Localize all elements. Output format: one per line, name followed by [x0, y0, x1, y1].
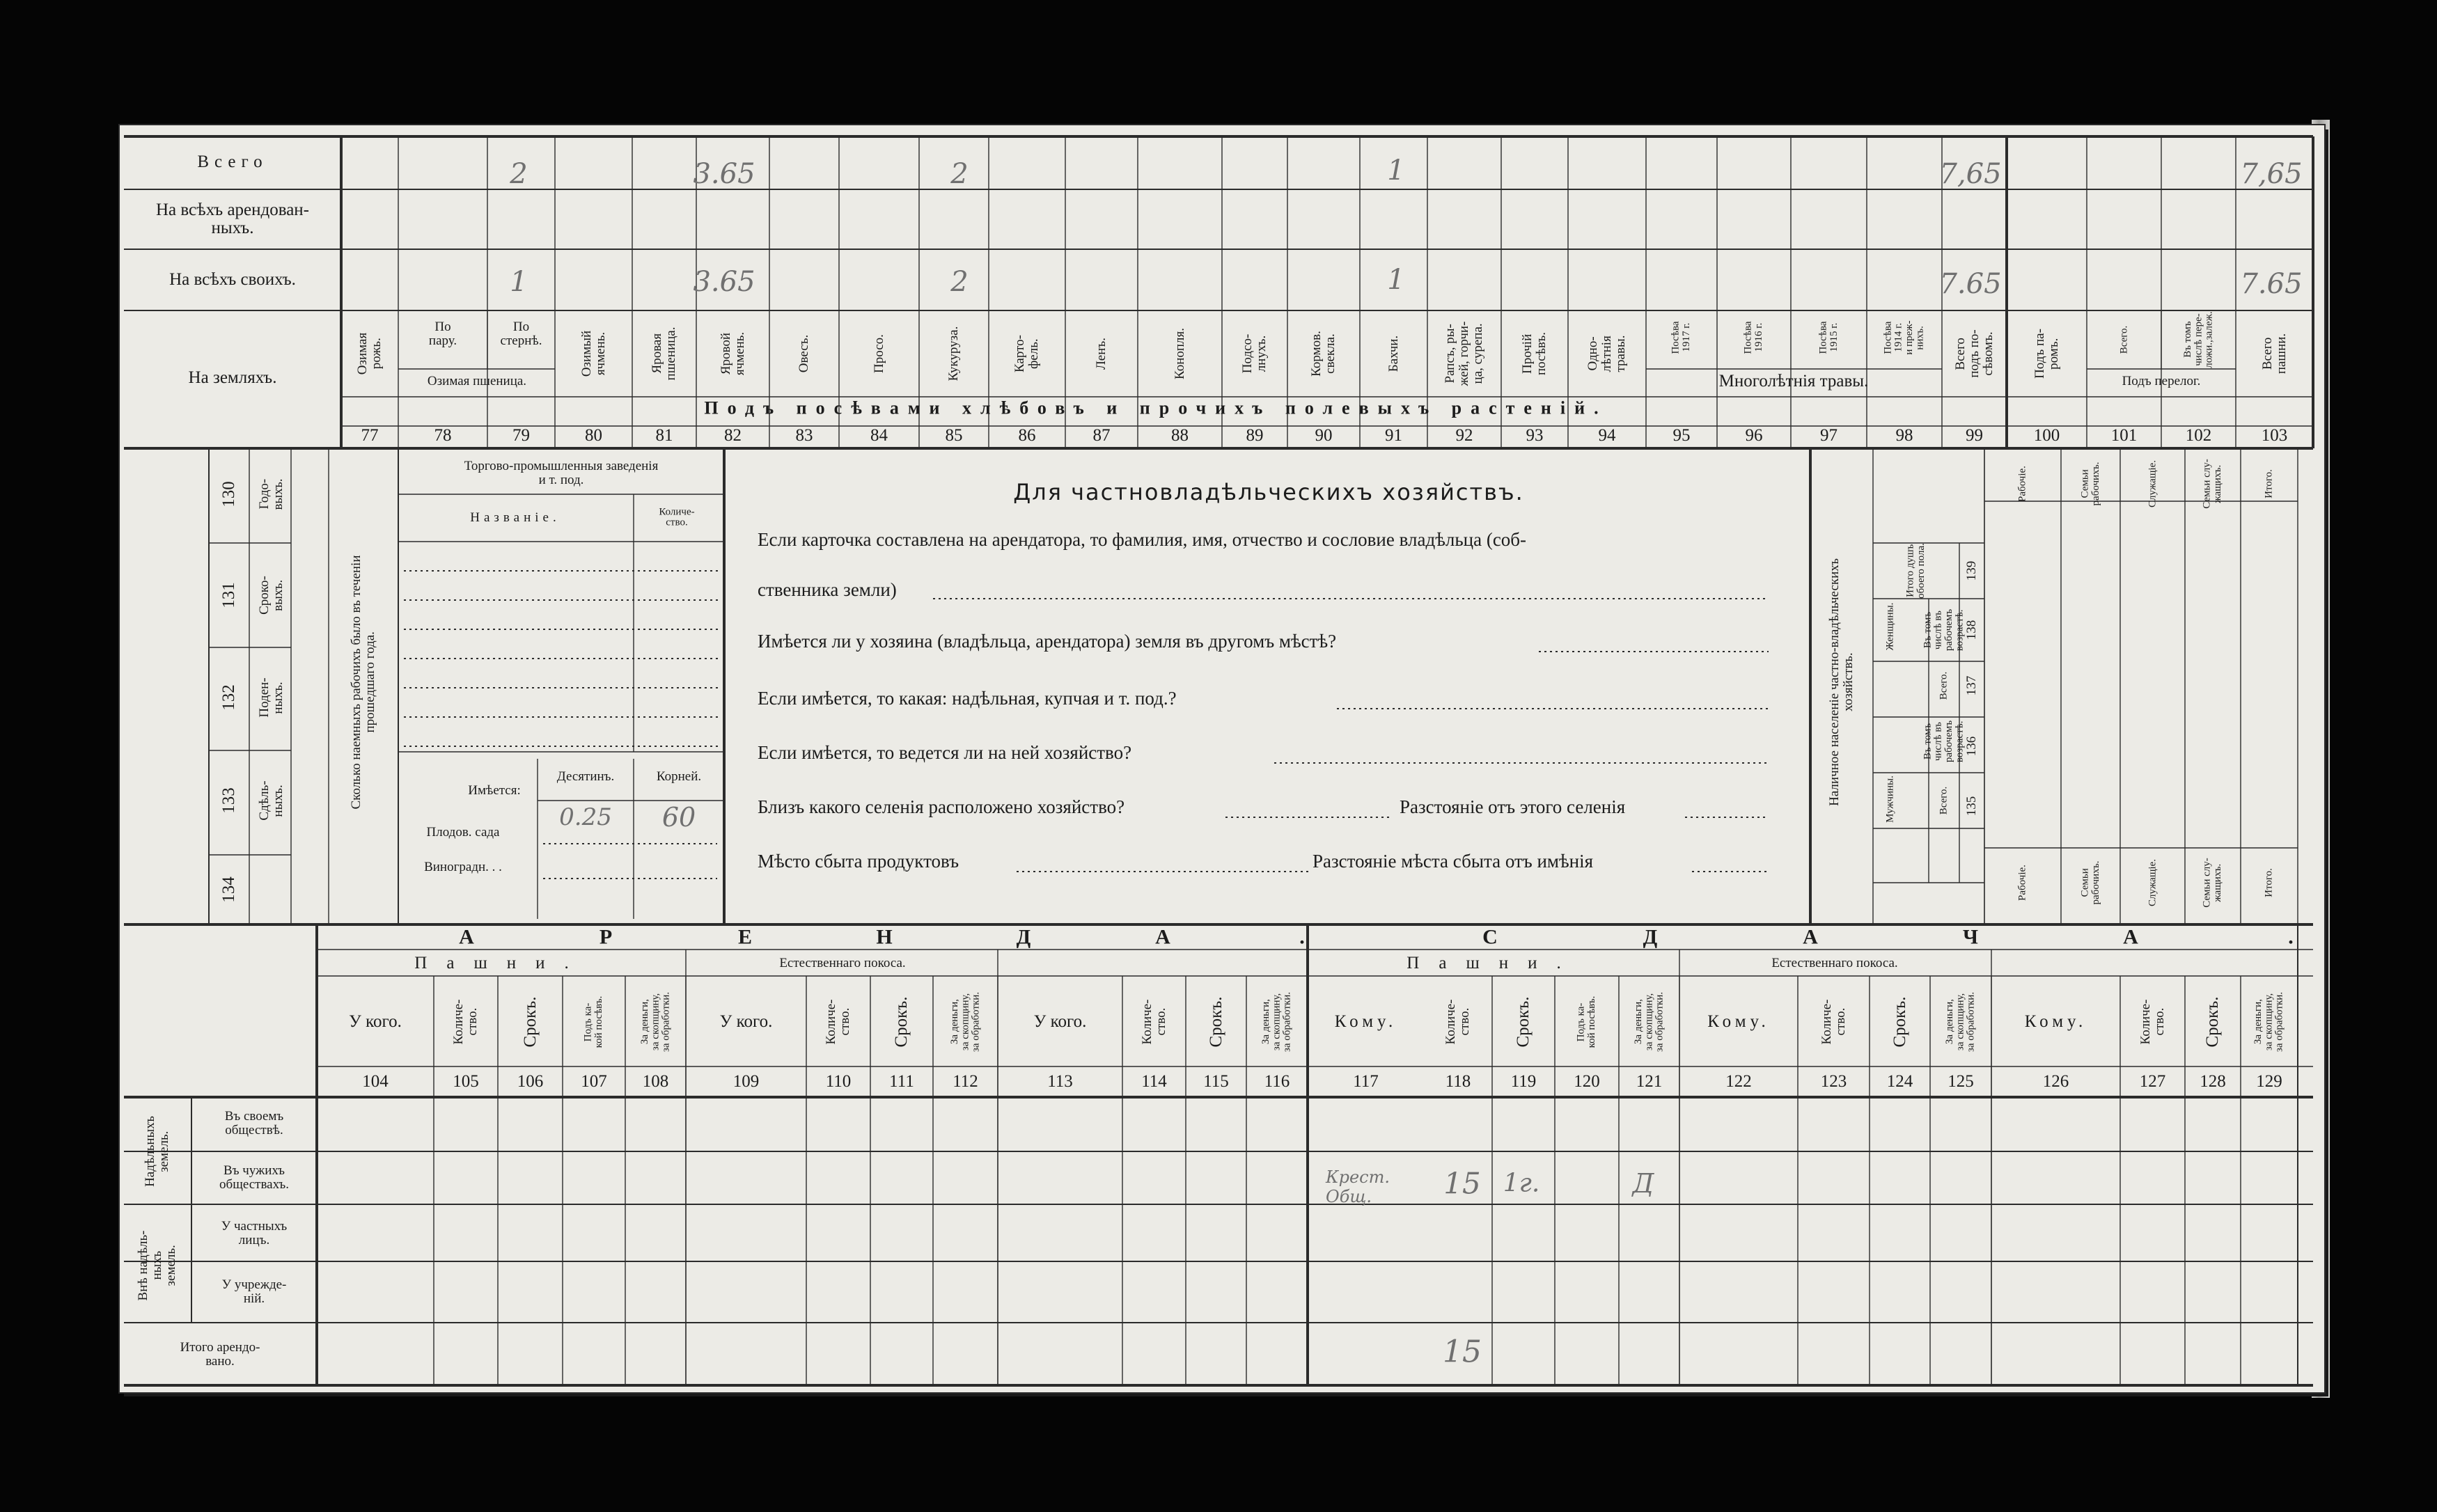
komu-header: Кому.: [1334, 1011, 1397, 1031]
kolichestvo-header: Количе- ство.: [1139, 999, 1168, 1045]
imeetsya-label: Имѣется:: [468, 783, 521, 798]
column-header: Посѣва 1917 г.: [1670, 321, 1692, 354]
population-column-header: Семьи слу- жащихъ.: [2201, 459, 2223, 509]
column-header: Подъ па- ромъ.: [2032, 329, 2061, 379]
hired-number: 134: [219, 876, 238, 903]
question-market-distance: Разстоянiе мѣста сбыта отъ имѣнiя: [1312, 851, 1594, 872]
column-number: 100: [2033, 425, 2060, 445]
hired-title: Сколько наемныхъ рабочихъ было въ теченiи прошедшаго года.: [349, 555, 377, 810]
men-total-label: Всего.: [1938, 786, 1950, 815]
arenda-letter: Р: [599, 925, 613, 949]
hw-sdacha-pay: Д: [1632, 1168, 1654, 1199]
population-number: 138: [1964, 620, 1980, 640]
bottom-column-number: 113: [1047, 1071, 1073, 1091]
column-header: Въ томъ числѣ пере- ложи.,залеж.: [2181, 311, 2215, 368]
bottom-column-number: 106: [517, 1071, 544, 1091]
population-column-header-bottom: Рабочiе.: [2016, 865, 2028, 901]
women-label: Женщины.: [1884, 602, 1896, 651]
arenda-letter: Н: [876, 925, 893, 949]
population-number: 136: [1964, 736, 1980, 757]
srok-header: Срокъ.: [1890, 996, 1909, 1048]
question-distance: Разстоянiе отъ этого селенiя: [1400, 796, 1626, 817]
srok-header: Срокъ.: [891, 996, 911, 1048]
pod-kakoy-header: Подъ ка- кой посѣвъ.: [1575, 995, 1597, 1048]
arenda-letter: .: [1299, 925, 1305, 949]
hired-number: 131: [219, 582, 238, 608]
hired-number: 133: [219, 787, 238, 814]
column-header: Озимый ячмень.: [579, 330, 608, 377]
column-number: 78: [434, 425, 452, 445]
hired-label: Сроко- выхъ.: [257, 576, 285, 615]
column-number: 103: [2261, 425, 2288, 445]
column-number: 87: [1092, 425, 1111, 445]
column-header: Просо.: [871, 334, 886, 373]
arenda-letter: Е: [737, 925, 753, 949]
za-dengi-header: За деньги, за скопщину, за обработки.: [638, 991, 672, 1053]
sdacha-pashni-label: Пашни.: [1406, 953, 1581, 972]
hw-svoikh-82: 3.65: [693, 266, 755, 298]
korney-label: Корней.: [656, 769, 702, 785]
bottom-column-number: 122: [1725, 1071, 1752, 1091]
women-total-label: Всего.: [1938, 671, 1950, 700]
column-number: 84: [870, 425, 888, 445]
column-number: 95: [1672, 425, 1691, 445]
hw-vsego-78: 2: [510, 158, 528, 190]
population-column-header-bottom: Семьи рабочихъ.: [2079, 860, 2101, 905]
za-dengi-header: За деньги, за скопщину, за обработки.: [1632, 991, 1666, 1053]
arenda-letter: А: [1155, 925, 1170, 949]
column-header: Посѣва 1916 г.: [1742, 321, 1764, 354]
column-header: Озимая рожь.: [355, 332, 384, 375]
hired-number: 130: [219, 481, 238, 507]
hw-plodov-korney: 60: [661, 802, 696, 833]
row-label-na-zemlyakh: На земляхъ.: [188, 368, 277, 387]
population-column-header-bottom: Семьи слу- жащихъ.: [2201, 858, 2223, 908]
arenda-letter: Д: [1016, 925, 1031, 949]
women-working-label: Въ томъ числѣ въ рабочемъ возрастѣ.: [1922, 608, 1966, 652]
bottom-column-number: 126: [2042, 1071, 2069, 1091]
bottom-column-number: 112: [953, 1071, 978, 1091]
question-land-type: Если имѣется, то какая: надѣльная, купчая и т. под.?: [758, 688, 1177, 709]
desyatin-label: Десятинъ.: [556, 769, 615, 785]
population-column-header: Семьи рабочихъ.: [2079, 462, 2101, 506]
za-dengi-header: За деньги, за скопщину, за обработки.: [2252, 991, 2285, 1053]
question-other-land: Имѣется ли у хозяина (владѣльца, арендатора) земля въ другомъ мѣстѣ?: [758, 631, 1337, 652]
column-number: 93: [1526, 425, 1544, 445]
sdacha-letter: .: [2288, 925, 2294, 949]
column-number: 77: [361, 425, 379, 445]
row-label-vsego: Всего: [197, 152, 268, 171]
za-dengi-header: За деньги, за скопщину, за обработки.: [1944, 991, 1977, 1053]
column-header: Карто- фель.: [1012, 335, 1041, 372]
column-number: 81: [655, 425, 673, 445]
komu-header: Кому.: [2024, 1011, 2087, 1031]
itogo-both-label: Итого душъ обоего пола.: [1904, 543, 1927, 599]
population-column-header: Итого.: [2263, 469, 2275, 498]
column-header: Кукуруза.: [946, 326, 962, 381]
hw-svoikh-99: 7.65: [1939, 268, 2002, 300]
sdacha-letter: А: [2123, 925, 2138, 949]
komu-header: Кому.: [1707, 1011, 1770, 1031]
bottom-column-number: 107: [581, 1071, 607, 1091]
column-number: 85: [945, 425, 963, 445]
bottom-column-number: 108: [642, 1071, 669, 1091]
column-header: Всего пашни.: [2259, 333, 2289, 375]
column-header: Всего подъ по- сѣвомъ.: [1952, 329, 1996, 378]
hired-label: Поден- ныхъ.: [257, 677, 285, 718]
hw-svoikh-79: 1: [510, 266, 528, 298]
perelog-subheader: Подъ перелог.: [2122, 374, 2201, 389]
hired-label: Сдѣль- ныхъ.: [257, 780, 285, 821]
hw-vsego-99: 7,65: [1939, 158, 2002, 190]
column-number: 86: [1018, 425, 1036, 445]
bottom-column-number: 121: [1636, 1071, 1663, 1091]
hw-svoikh-85: 2: [950, 266, 969, 298]
bottom-column-number: 120: [1574, 1071, 1600, 1091]
question-owner: Если карточка составлена на арендатора, то фамилия, имя, отчество и сословие владѣльца (соб-: [758, 529, 1527, 550]
column-header: Яровая пшеница.: [650, 326, 678, 381]
crop-banner: Подъ посѣвами хлѣбовъ и прочихъ полевыхъ растенiй.: [704, 397, 1608, 418]
column-number: 96: [1745, 425, 1763, 445]
pod-kakoy-header: Подъ ка- кой посѣвъ.: [582, 995, 604, 1048]
column-number: 83: [795, 425, 813, 445]
za-dengi-header: За деньги, за скопщину, за обработки.: [1260, 991, 1293, 1053]
hw-svoikh-103: 7.65: [2240, 268, 2303, 300]
hw-itogo: 15: [1443, 1334, 1482, 1370]
population-column-header: Служащiе.: [2146, 460, 2158, 507]
group-nadelnye: Надѣльныхъ земель.: [143, 1116, 171, 1187]
column-number: 101: [2110, 425, 2138, 445]
population-column-header-bottom: Итого.: [2263, 868, 2275, 897]
hw-vsego-103: 7,65: [2240, 158, 2303, 190]
u-kogo-header: У кого.: [1033, 1011, 1087, 1031]
srok-header: Срокъ.: [2202, 996, 2222, 1048]
kolichestvo-header: Количе- ство.: [1819, 999, 1848, 1045]
arenda-pashni-label: Пашни.: [414, 953, 588, 972]
column-number: 91: [1385, 425, 1402, 445]
column-header: Конопля.: [1172, 327, 1187, 380]
column-header: Всего.: [2117, 325, 2129, 354]
column-number: 90: [1315, 425, 1333, 445]
column-number: 94: [1598, 425, 1616, 445]
hw-vsego-91: 1: [1387, 155, 1405, 187]
row-uchrezhdeniy: У учрежде- нiй.: [221, 1277, 287, 1306]
column-number: 92: [1455, 425, 1473, 445]
column-header: По пару.: [428, 320, 457, 348]
men-label: Мужчины.: [1884, 775, 1896, 823]
sdacha-letter: Ч: [1962, 925, 1979, 949]
bottom-column-number: 128: [2200, 1071, 2226, 1091]
row-svoem-obshchestve: Въ своемъ обществѣ.: [224, 1109, 284, 1137]
bottom-column-number: 118: [1445, 1071, 1471, 1091]
question-farming: Если имѣется, то ведется ли на ней хозяйство?: [758, 742, 1132, 763]
column-header: Посѣва 1915 г.: [1817, 321, 1840, 354]
column-header: Прочiй посѣвъ.: [1520, 332, 1549, 375]
u-kogo-header: У кого.: [349, 1011, 402, 1031]
bottom-column-number: 117: [1353, 1071, 1379, 1091]
bottom-column-number: 129: [2256, 1071, 2282, 1091]
population-number: 137: [1964, 675, 1980, 696]
bottom-column-number: 104: [362, 1071, 389, 1091]
population-column-header: Рабочiе.: [2016, 466, 2028, 502]
bottom-column-number: 119: [1510, 1071, 1537, 1091]
question-owner-cont: ственника земли): [758, 579, 897, 600]
bottom-column-number: 114: [1141, 1071, 1167, 1091]
column-number: 79: [512, 425, 530, 445]
private-title: Для частновладѣльческихъ хозяйствъ.: [1013, 479, 1524, 506]
bottom-column-number: 123: [1820, 1071, 1847, 1091]
hw-sdacha-term: 1г.: [1503, 1169, 1540, 1198]
plodov-label: Плодов. сада: [426, 825, 500, 840]
column-header: Овесъ.: [797, 334, 812, 373]
vinograd-label: Виноградн. . .: [424, 860, 502, 875]
question-village: Близъ какого селенiя расположено хозяйство?: [758, 796, 1125, 817]
trade-name-label: Названiе.: [470, 510, 561, 526]
column-header: Рапсъ, ры- жей, горчи- ца, сурепа.: [1443, 321, 1485, 386]
bottom-column-number: 127: [2139, 1071, 2166, 1091]
column-number: 97: [1820, 425, 1837, 445]
hw-sdacha-komu: Крест. Общ.: [1326, 1167, 1390, 1206]
hw-vsego-82: 3.65: [693, 158, 755, 190]
hw-svoikh-91: 1: [1387, 264, 1405, 296]
column-header: Яровой ячмень.: [718, 331, 747, 376]
srok-header: Срокъ.: [1513, 996, 1533, 1048]
arenda-letter: А: [459, 925, 474, 949]
kolichestvo-header: Количе- ство.: [2138, 999, 2167, 1045]
arenda-pokos-label: Естественнаго покоса.: [779, 956, 906, 971]
za-dengi-header: За деньги, за скопщину, за обработки.: [948, 991, 982, 1053]
column-header: Одно- лѣтнiя травы.: [1585, 335, 1628, 372]
bottom-column-number: 115: [1203, 1071, 1229, 1091]
u-kogo-header: У кого.: [719, 1011, 773, 1031]
row-chuzhikh-obshchestvakh: Въ чужихъ обществахъ.: [219, 1163, 289, 1192]
column-header: Подсо- лнухъ.: [1240, 333, 1269, 374]
column-number: 102: [2185, 425, 2212, 445]
ozimaya-subheader: Озимая пшеница.: [427, 374, 527, 389]
column-header: Кормов. свекла.: [1309, 331, 1338, 377]
trade-title: Торгово-промышленныя заведенiя и т. под.: [464, 459, 659, 487]
row-label-svoikh: На всѣхъ своихъ.: [169, 269, 296, 289]
column-number: 89: [1246, 425, 1264, 445]
hw-plodov-desyatin: 0.25: [559, 803, 612, 831]
population-title: Наличное населенiе частно-владѣльческихъ хозяйствъ.: [1827, 558, 1856, 806]
column-header: Посѣва 1914 г. и преж- нихъ.: [1882, 320, 1926, 355]
population-number: 135: [1964, 796, 1980, 817]
column-number: 82: [724, 425, 742, 445]
bottom-column-number: 116: [1264, 1071, 1290, 1091]
row-itogo-arendovano: Итого арендо- вано.: [180, 1340, 260, 1369]
population-number: 139: [1964, 560, 1980, 581]
men-working-label: Въ томъ числѣ въ рабочемъ возрастѣ.: [1922, 720, 1966, 763]
column-header: Ленъ.: [1094, 338, 1109, 370]
srok-header: Срокъ.: [1206, 996, 1225, 1048]
question-market: Мѣсто сбыта продуктовъ: [758, 851, 959, 872]
kolichestvo-header: Количе- ство.: [824, 999, 852, 1045]
column-number: 88: [1171, 425, 1189, 445]
sdacha-letter: А: [1803, 925, 1818, 949]
column-number: 99: [1966, 425, 1983, 445]
population-column-header-bottom: Служащiе.: [2146, 859, 2158, 906]
bottom-column-number: 105: [453, 1071, 479, 1091]
bottom-column-number: 110: [825, 1071, 852, 1091]
sdacha-pokos-label: Естественнаго покоса.: [1771, 956, 1898, 971]
row-chastnykh-lits: У частныхъ лицъ.: [221, 1219, 288, 1247]
column-number: 80: [585, 425, 602, 445]
sdacha-letter: С: [1482, 925, 1498, 949]
sdacha-letter: Д: [1643, 925, 1658, 949]
bottom-column-number: 125: [1948, 1071, 1974, 1091]
mnogoletnie-subheader: Многолѣтнiя травы.: [1718, 371, 1869, 391]
hired-label: Годо- выхъ.: [257, 478, 285, 510]
bottom-column-number: 109: [732, 1071, 760, 1091]
column-number: 98: [1895, 425, 1913, 445]
kolichestvo-header: Количе- ство.: [1443, 999, 1472, 1045]
group-vne-nadelnykh: Внѣ надѣль- ныхъ земель.: [136, 1230, 178, 1301]
hw-sdacha-qty: 15: [1443, 1166, 1481, 1201]
bottom-column-number: 111: [889, 1071, 914, 1091]
trade-qty-label: Количе- ство.: [659, 506, 695, 528]
kolichestvo-header: Количе- ство.: [451, 999, 480, 1045]
bottom-column-number: 124: [1886, 1071, 1913, 1091]
column-header: По стернѣ.: [500, 320, 542, 348]
hw-vsego-85: 2: [950, 158, 969, 190]
srok-header: Срокъ.: [520, 996, 540, 1048]
row-label-arendovannykh: На всѣхъ арендован- ныхъ.: [155, 200, 310, 237]
column-header: Бахчи.: [1386, 335, 1401, 372]
hired-number: 132: [219, 684, 238, 711]
